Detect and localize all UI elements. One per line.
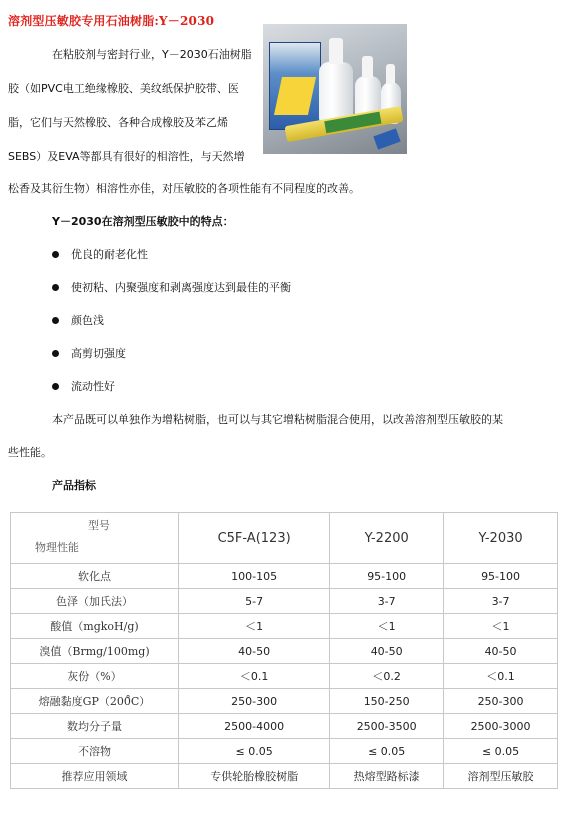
table-cell: 专供轮胎橡胶树脂: [179, 764, 330, 789]
page-title: 溶剂型压敏胶专用石油树脂:Y－2030: [8, 14, 215, 28]
feature-text: 高剪切强度: [71, 347, 126, 360]
table-cell: 150-250: [330, 689, 444, 714]
product-photo: [263, 24, 407, 154]
row-name: 软化点: [11, 564, 179, 589]
glue-bottle-large-cap: [329, 38, 343, 64]
row-name: 熔融黏度GP（200̊C）: [11, 689, 179, 714]
table-cell: 溶剂型压敏胶: [444, 764, 558, 789]
table-cell: 3-7: [444, 589, 558, 614]
table-header-row: [11, 513, 558, 564]
column-header: Y-2200: [330, 513, 444, 564]
table-row: [11, 614, 558, 639]
table-cell: ≤ 0.05: [179, 739, 330, 764]
feature-item: [52, 312, 104, 328]
spec-heading: 产品指标: [52, 479, 96, 492]
row-name: 色泽（加氏法）: [11, 589, 179, 614]
package-a-mark: [274, 77, 316, 115]
bullet-dot-icon: [52, 251, 59, 258]
intro-line-4: SEBS）及EVA等都具有很好的相溶性，与天然增: [8, 150, 245, 163]
table-row: [11, 664, 558, 689]
feature-item: [52, 246, 148, 262]
intro-line-2: 胶（如PVC电工绝缘橡胶、美纹纸保护胶带、医: [8, 82, 239, 95]
table-cell: ＜1: [179, 614, 330, 639]
corner-top-label: 型号: [88, 519, 110, 532]
bullet-dot-icon: [52, 383, 59, 390]
glue-tube-tip: [373, 128, 400, 149]
corner-bottom-label: 物理性能: [35, 541, 79, 554]
bullet-dot-icon: [52, 317, 59, 324]
intro-line-5: 松香及其衍生物）相溶性亦佳，对压敏胶的各项性能有不同程度的改善。: [8, 182, 360, 195]
table-cell: 40-50: [179, 639, 330, 664]
adhesive-package-card: [269, 42, 321, 130]
bullet-dot-icon: [52, 350, 59, 357]
table-cell: 2500-3000: [444, 714, 558, 739]
features-heading: Y－2030在溶剂型压敏胶中的特点：: [52, 215, 234, 228]
row-name: 溴值（Brmg/100mg): [11, 639, 179, 664]
table-cell: ≤ 0.05: [330, 739, 444, 764]
table-cell: 95-100: [330, 564, 444, 589]
row-name: 不溶物: [11, 739, 179, 764]
table-row: [11, 589, 558, 614]
feature-item: [52, 378, 115, 394]
spec-table: [10, 512, 558, 789]
table-cell: 2500-3500: [330, 714, 444, 739]
table-row: [11, 689, 558, 714]
table-cell: 热熔型路标漆: [330, 764, 444, 789]
table-row: [11, 764, 558, 789]
bullet-dot-icon: [52, 284, 59, 291]
intro-line-1: 在粘胶剂与密封行业，Y－2030石油树脂: [52, 48, 252, 61]
table-cell: ≤ 0.05: [444, 739, 558, 764]
feature-text: 使初粘、内聚强度和剥离强度达到最佳的平衡: [71, 281, 291, 294]
feature-text: 颜色浅: [71, 314, 104, 327]
table-corner-cell: [11, 513, 179, 564]
table-cell: ＜0.2: [330, 664, 444, 689]
table-cell: 40-50: [444, 639, 558, 664]
row-name: 酸值（mgkoH/g): [11, 614, 179, 639]
table-cell: 40-50: [330, 639, 444, 664]
row-name: 灰份（%）: [11, 664, 179, 689]
table-row: [11, 639, 558, 664]
feature-item: [52, 279, 291, 295]
glue-bottle-small-cap: [386, 64, 395, 84]
table-row: [11, 564, 558, 589]
column-header: Y-2030: [444, 513, 558, 564]
table-cell: 3-7: [330, 589, 444, 614]
row-name: 推荐应用领域: [11, 764, 179, 789]
usage-line-1: 本产品既可以单独作为增粘树脂，也可以与其它增粘树脂混合使用，以改善溶剂型压敏胶的某: [52, 413, 503, 426]
table-cell: ＜1: [330, 614, 444, 639]
table-cell: 100-105: [179, 564, 330, 589]
feature-text: 流动性好: [71, 380, 115, 393]
table-cell: 250-300: [444, 689, 558, 714]
table-cell: 250-300: [179, 689, 330, 714]
table-row: [11, 714, 558, 739]
usage-line-2: 些性能。: [8, 446, 52, 459]
column-header: C5F-A(123): [179, 513, 330, 564]
table-cell: 95-100: [444, 564, 558, 589]
feature-text: 优良的耐老化性: [71, 248, 148, 261]
table-cell: 5-7: [179, 589, 330, 614]
table-cell: 2500-4000: [179, 714, 330, 739]
table-cell: ＜0.1: [444, 664, 558, 689]
feature-item: [52, 345, 126, 361]
table-cell: ＜1: [444, 614, 558, 639]
table-cell: ＜0.1: [179, 664, 330, 689]
intro-line-3: 脂，它们与天然橡胶、各种合成橡胶及苯乙烯: [8, 116, 228, 129]
table-row: [11, 739, 558, 764]
glue-bottle-medium-cap: [362, 56, 373, 78]
row-name: 数均分子量: [11, 714, 179, 739]
